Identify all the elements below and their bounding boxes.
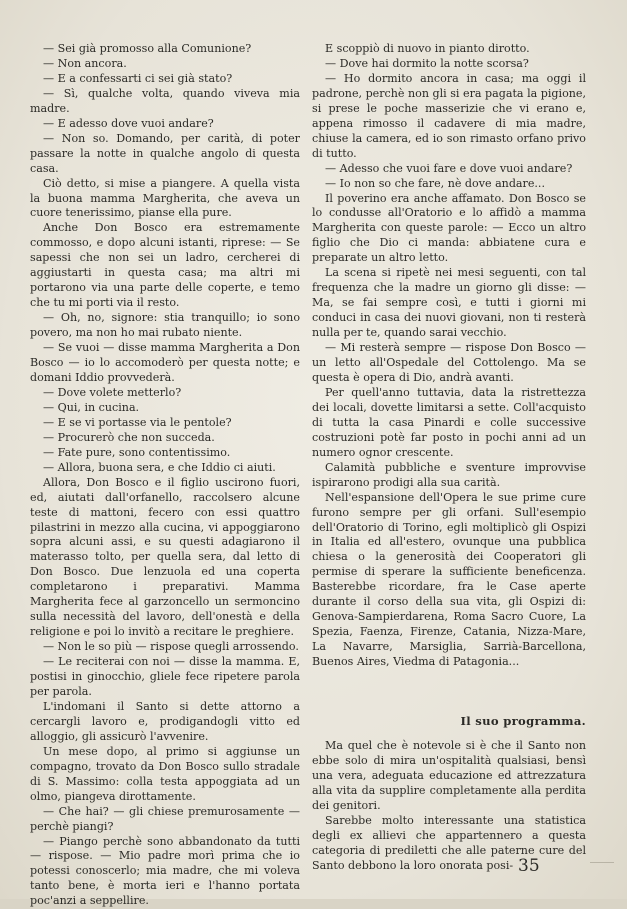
right-column [312, 42, 586, 874]
paragraph: — Sì, qualche volta, quando viveva mia madre. [30, 86, 300, 115]
paragraph: Ciò detto, si mise a piangere. A quella vista la buona mamma Margherita, che aveva un cuore tenerissimo, pianse ella pure. [30, 176, 300, 220]
paragraph: — Procurerò che non succeda. [43, 430, 215, 444]
paragraph: Nell'espansione dell'Opera le sue prime cure furono sempre per gli orfani. Sull'esempio dell'Oratorio di Torino, egli moltiplicò gli Ospizi in Italia ed all'estero, ovunque una pubblica chiesa o la generosità dei Cooperatori gli permise di sperare la sufficiente beneficenza. Basterebbe ricordare, fra le Case aperte durante il corso della sua vita, gli Ospizi di: Genova-Sampierdarena, Roma Sacro Cuore, La Spezia, Faenza, Firenze, Catania, Nizza-Mare, La Navarre, Marsiglia, Sarrià-Barcellona, Buenos Aires, Viedma di Patagonia... [312, 490, 586, 669]
paragraph: Anche Don Bosco era estremamente commosso, e dopo alcuni istanti, riprese: — Se sapessi che non sei un ladro, cercherei di aggiustarti in questa casa; ma altri mi portarono via una parte delle coperte, e temo che tu mi porti via il resto. [30, 221, 300, 310]
paragraph: — Mi resterà sempre — rispose Don Bosco — un letto all'Ospedale del Cottolengo. Ma se questa è opera di Dio, andrà avanti. [312, 341, 586, 384]
paragraph: Sarebbe molto interessante una statistica degli ex allievi che appartennero a questa categoria di prediletti che alle paterne cure del Santo debbono la loro onorata posi- [312, 813, 586, 872]
paragraph: — Che hai? — gli chiese premurosamente — perchè piangi? [30, 804, 300, 833]
left-column [30, 42, 300, 909]
page-number: 35 [518, 856, 540, 876]
paragraph: Ma quel che è notevole si è che il Santo non ebbe solo di mira un'ospitalità qualsiasi, bensì una vera, adeguata educazione ed attrezzatura alla vita da supplire completamente alla perdita dei genitori. [312, 738, 586, 812]
paragraph: L'indomani il Santo si dette attorno a cercargli lavoro e, prodigandogli vitto ed alloggio, gli assicurò l'avvenire. [30, 699, 300, 743]
paragraph: — Le reciterai con noi — disse la mamma. E, postisi in ginocchio, gliele fece ripetere parola per parola. [30, 655, 300, 698]
section-heading: Il suo programma. [460, 714, 586, 729]
paragraph: La scena si ripetè nei mesi seguenti, con tal frequenza che la madre un giorno gli disse: — Ma, se fai sempre così, e tutti i giorni mi conduci in casa dei nuovi giovani, non ti resterà nulla per te, quando sarai vecchio. [312, 266, 586, 340]
paragraph: — Fate pure, sono contentissimo. [43, 445, 231, 459]
paragraph: — Non ancora. [43, 56, 127, 70]
paragraph: — E se vi portasse via le pentole? [43, 415, 232, 429]
paragraph: Per quell'anno tuttavia, data la ristrettezza dei locali, dovette limitarsi a sette. Coll'acquisto di tutta la casa Pinardi e colle successive costruzioni potè far posto in pochi anni ad un numero ognor crescente. [312, 385, 586, 459]
paragraph: — Sei già promosso alla Comunione? [43, 42, 252, 55]
paragraph: — E adesso dove vuoi andare? [43, 116, 214, 130]
paragraph: Un mese dopo, al primo si aggiunse un compagno, trovato da Don Bosco sullo stradale di S. Massimo: colla testa appoggiata ad un olmo, piangeva dirottamente. [30, 744, 300, 803]
paragraph: — Ho dormito ancora in casa; ma oggi il padrone, perchè non gli si era pagata la pigione, si prese le poche masserizie che vi erano e, appena rimosso il cadavere di mia madre, chiuse la camera, ed io son rimasto orfano privo di tutto. [312, 71, 586, 160]
paragraph: Il poverino era anche affamato. Don Bosco se lo condusse all'Oratorio e lo affidò a mamma Margherita con queste parole: — Ecco un altro figlio che Dio ci manda: abbiatene cura e preparate un altro letto. [312, 191, 586, 265]
paragraph: — E a confessarti ci sei già stato? [43, 71, 233, 85]
paragraph: — Non so. Domando, per carità, di poter passare la notte in qualche angolo di questa casa. [30, 131, 300, 175]
paragraph: — Io non so che fare, nè dove andare... [325, 176, 545, 190]
paragraph: Allora, Don Bosco e il figlio uscirono fuori, ed, aiutati dall'orfanello, raccolsero alcune teste di mattoni, fecero con essi quattro pilastrini in mezzo alla cucina, vi appoggiarono sopra alcuni assi, e su questi adagiarono il materasso tolto, per quella sera, dal letto di Don Bosco. Due lenzuola ed una coperta completarono i preparativi. Mamma Margherita fece al garzoncello un sermoncino sulla necessità del lavoro, dell'onestà e della religione e poi lo invitò a recitare le preghiere. [30, 475, 300, 639]
paragraph: — Allora, buona sera, e che Iddio ci aiuti. [43, 460, 276, 474]
paragraph: — Oh, no, signore: stia tranquillo; io sono povero, ma non ho mai rubato niente. [30, 311, 300, 340]
page-edge-mark [590, 862, 614, 863]
paragraph: — Se vuoi — disse mamma Margherita a Don Bosco — io lo accomoderò per questa notte; e domani Iddio provvederà. [30, 341, 300, 384]
paragraph: — Non le so più — rispose quegli arrossendo. [43, 640, 299, 654]
paragraph: — Dove hai dormito la notte scorsa? [325, 56, 529, 70]
paragraph: — Qui, in cucina. [43, 400, 140, 414]
paragraph: — Dove volete metterlo? [43, 385, 182, 399]
paragraph: E scoppiò di nuovo in pianto dirotto. [325, 42, 530, 55]
paragraph: — Adesso che vuoi fare e dove vuoi andare? [325, 161, 573, 175]
paragraph: — Piango perchè sono abbandonato da tutti — rispose. — Mio padre morì prima che io potessi conoscerlo; mia madre, che mi voleva tanto bene, è morta ieri e l'hanno portata poc'anzi a seppellire. [30, 834, 300, 908]
paragraph: Calamità pubbliche e sventure improvvise ispirarono prodigi alla sua carità. [312, 460, 586, 489]
